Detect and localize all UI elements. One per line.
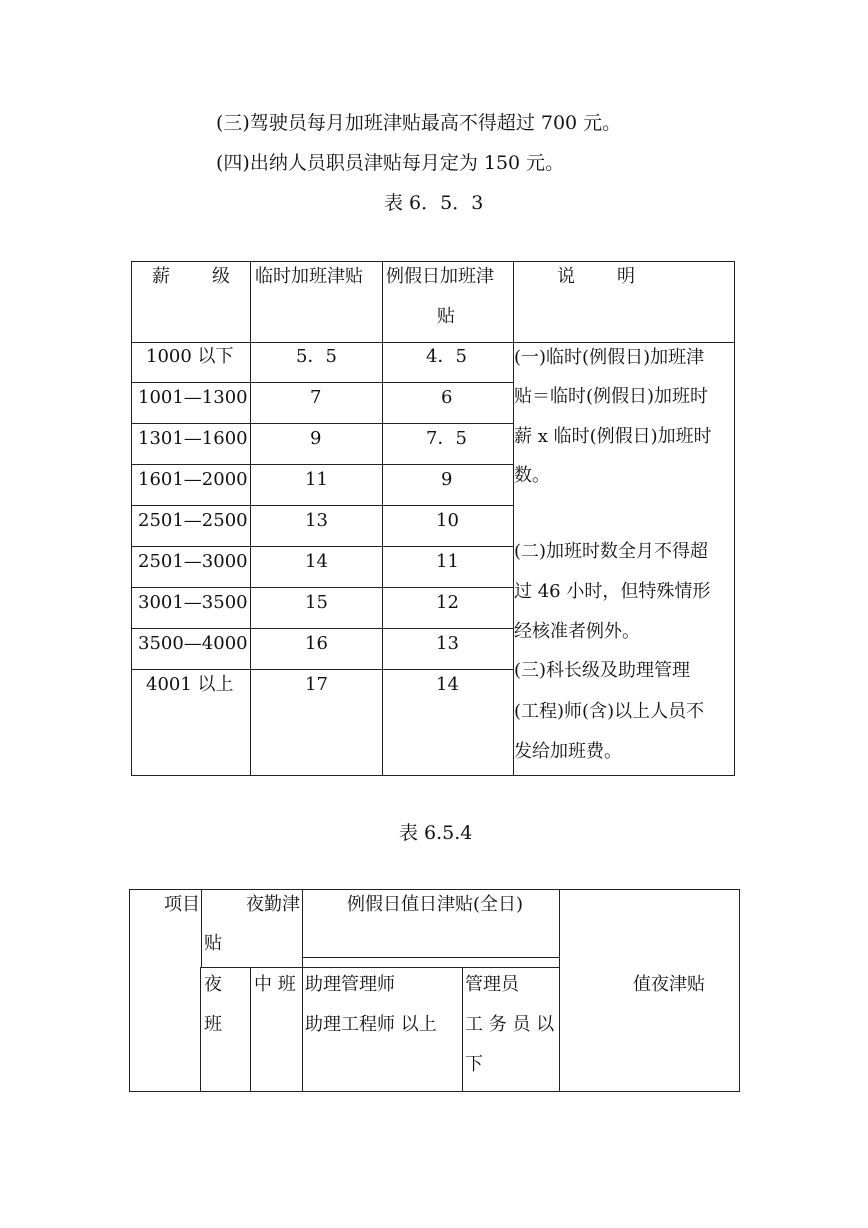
note-line: (工程)师(含)以上人员不 — [514, 701, 705, 722]
paragraph-driver-allowance: (三)驾驶员每月加班津贴最高不得超过 700 元。 — [216, 112, 622, 134]
row-holiday-value: 12 — [436, 592, 459, 613]
header-note-char-1: 说 — [557, 266, 575, 287]
note-line: 数。 — [514, 465, 550, 486]
row-grade: 1000 以下 — [146, 346, 234, 367]
row-holiday-value: 11 — [436, 551, 459, 572]
header-holiday-overtime-line2: 贴 — [437, 306, 455, 327]
row-grade: 1601—2000 — [138, 469, 248, 490]
row-holiday-value: 7．5 — [426, 428, 467, 449]
header-night-shift-line2: 班 — [204, 1014, 222, 1035]
row-holiday-value: 6 — [441, 387, 453, 408]
header-note-char-2: 明 — [617, 266, 635, 287]
header-night-allowance-line1: 夜勤津 — [246, 894, 300, 915]
row-temp-value: 9 — [310, 428, 322, 449]
note-line: 发给加班费。 — [514, 741, 622, 762]
row-temp-value: 5．5 — [296, 346, 337, 367]
note-line: 薪 x 临时(例假日)加班时 — [514, 426, 712, 447]
note-line: 经核准者例外。 — [514, 621, 640, 642]
header-night-duty: 值夜津贴 — [633, 974, 705, 995]
row-holiday-value: 10 — [436, 510, 459, 531]
note-line: (三)科长级及助理管理 — [514, 660, 691, 681]
row-temp-value: 7 — [310, 387, 322, 408]
row-temp-value: 16 — [305, 633, 328, 654]
row-holiday-value: 13 — [436, 633, 459, 654]
header-clerk-line1: 管理员 — [465, 974, 519, 995]
row-temp-value: 14 — [305, 551, 328, 572]
header-mid-shift: 中 班 — [254, 974, 296, 995]
row-temp-value: 17 — [305, 674, 328, 695]
row-holiday-value: 14 — [436, 674, 459, 695]
table-654-caption: 表 6.5.4 — [399, 822, 473, 844]
header-night-allowance-line2: 贴 — [204, 933, 222, 954]
note-line: (一)临时(例假日)加班津 — [514, 347, 705, 368]
paragraph-cashier-allowance: (四)出纳人员职员津贴每月定为 150 元。 — [216, 152, 565, 174]
row-grade: 4001 以上 — [146, 674, 234, 695]
row-grade: 1001—1300 — [138, 387, 248, 408]
note-line: 贴＝临时(例假日)加班时 — [514, 386, 709, 407]
row-grade: 1301—1600 — [138, 428, 248, 449]
row-holiday-value: 9 — [441, 469, 453, 490]
row-grade: 3500—4000 — [138, 633, 248, 654]
header-grade-char-2: 级 — [212, 266, 230, 287]
header-night-shift-line1: 夜 — [204, 974, 222, 995]
header-assistant-line2: 助理工程师 以上 — [305, 1014, 437, 1035]
row-grade: 3001—3500 — [138, 592, 248, 613]
table-653-caption: 表 6．5．3 — [384, 192, 484, 214]
header-temp-overtime: 临时加班津贴 — [255, 266, 363, 287]
header-clerk-line2: 工 务 员 以 — [465, 1014, 555, 1035]
header-holiday-overtime-line1: 例假日加班津 — [386, 266, 494, 287]
header-holiday-duty: 例假日值日津贴(全日) — [347, 894, 524, 915]
row-grade: 2501—3000 — [138, 551, 248, 572]
row-temp-value: 15 — [305, 592, 328, 613]
row-holiday-value: 4．5 — [426, 346, 467, 367]
header-clerk-line3: 下 — [465, 1054, 483, 1075]
row-grade: 2501—2500 — [138, 510, 248, 531]
row-temp-value: 11 — [305, 469, 328, 490]
row-temp-value: 13 — [305, 510, 328, 531]
note-line: 过 46 小时，但特殊情形 — [514, 581, 711, 602]
header-grade-char-1: 薪 — [152, 266, 170, 287]
header-assistant-line1: 助理管理师 — [305, 974, 395, 995]
note-line: (二)加班时数全月不得超 — [514, 541, 709, 562]
header-item: 项目 — [164, 894, 200, 915]
